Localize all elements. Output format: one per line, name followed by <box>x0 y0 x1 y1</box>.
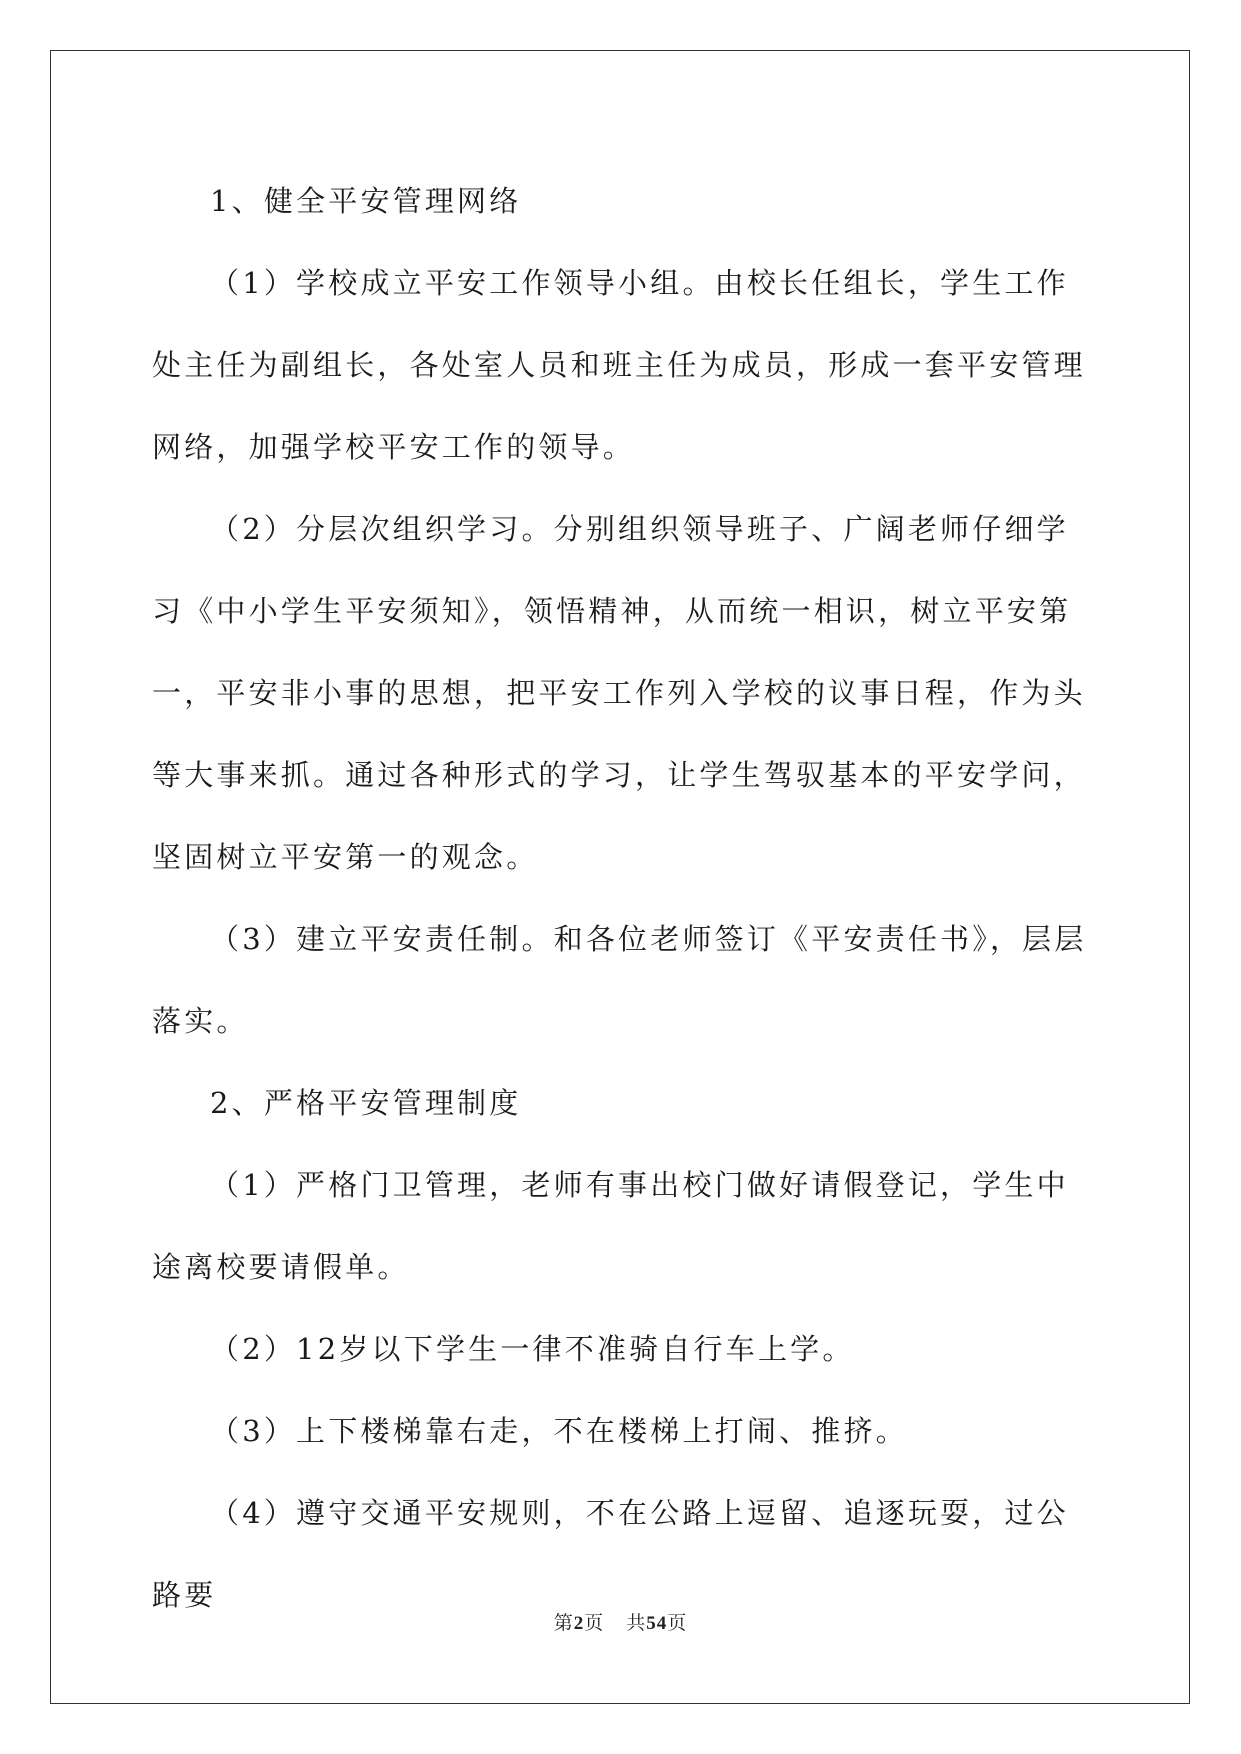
current-page-number: 2 <box>573 1613 585 1634</box>
paragraph-2-1: （1）严格门卫管理，老师有事出校门做好请假登记，学生中途离校要请假单。 <box>152 1168 1069 1284</box>
total-suffix: 页 <box>667 1612 688 1634</box>
paragraph-2-2: （2）12岁以下学生一律不准骑自行车上学。 <box>210 1332 855 1366</box>
section-heading-2: 2、严格平安管理制度 <box>210 1086 522 1120</box>
section-heading-1: 1、健全平安管理网络 <box>210 184 522 218</box>
page-suffix: 页 <box>584 1612 605 1634</box>
page-prefix: 第 <box>553 1612 574 1634</box>
document-body <box>152 160 1092 1636</box>
paragraph-1-1: （1）学校成立平安工作领导小组。由校长任组长，学生工作处主任为副组长，各处室人员和班主任为成员，形成一套平安管理网络，加强学校平安工作的领导。 <box>152 266 1086 464</box>
page-footer <box>0 1608 1241 1635</box>
paragraph-1-3: （3）建立平安责任制。和各位老师签订《平安责任书》，层层落实。 <box>152 922 1087 1038</box>
paragraph-1-2: （2）分层次组织学习。分别组织领导班子、广阔老师仔细学习《中小学生平安须知》，领悟精神，从而统一相识，树立平安第一，平安非小事的思想，把平安工作列入学校的议事日程，作为头等大事来抓。通过各种形式的学习，让学生驾驭基本的平安学问，坚固树立平安第一的观念。 <box>152 512 1086 874</box>
total-page-count: 54 <box>646 1613 668 1634</box>
total-prefix: 共 <box>626 1612 647 1634</box>
paragraph-2-3: （3）上下楼梯靠右走，不在楼梯上打闹、推挤。 <box>210 1414 908 1448</box>
paragraph-2-4: （4）遵守交通平安规则，不在公路上逗留、追逐玩耍，过公路要 <box>152 1496 1069 1612</box>
